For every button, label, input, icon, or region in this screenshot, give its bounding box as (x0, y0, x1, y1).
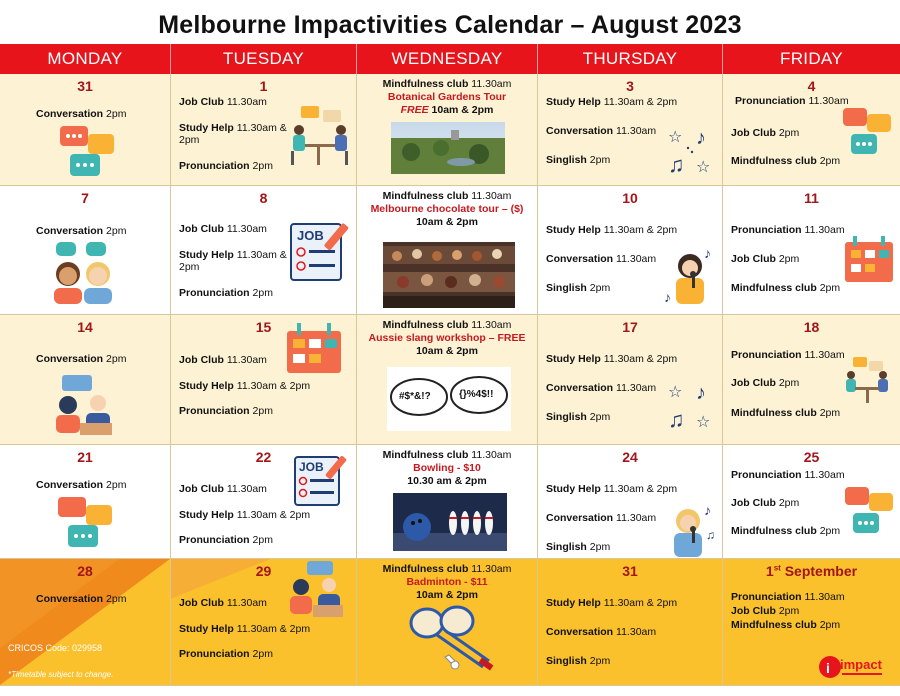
activity-line: Job Club 11.30am (179, 223, 267, 235)
singer-icon (666, 501, 720, 559)
svg-text:☆: ☆ (668, 129, 683, 146)
svg-text:JOB: JOB (299, 460, 324, 474)
activity-line: Study Help 11.30am & 2pm (546, 597, 678, 609)
excursion-time: 10am & 2pm (416, 345, 478, 357)
activity-line: Mindfulness club 11.30am (382, 563, 512, 575)
header-wednesday: WEDNESDAY (357, 44, 538, 74)
cell-fri-w1 (723, 74, 900, 186)
activity-line: Mindfulness club 11.30am (382, 449, 512, 461)
cell-fri-w2 (723, 186, 900, 315)
date-label: 4 (807, 78, 816, 94)
activity-line: Study Help 11.30am & 2pm (179, 623, 311, 635)
music-notes-icon (666, 124, 718, 176)
svg-text:♪: ♪ (704, 502, 711, 518)
activity-line: Pronunciation 2pm (179, 648, 273, 660)
chat-bubbles-icon (843, 485, 899, 535)
activity-line: Pronunciation 11.30am (731, 349, 845, 361)
activity-line: Conversation 11.30am (546, 253, 657, 265)
activity-line: Pronunciation 2pm (179, 287, 273, 299)
activity-line: Job Club 2pm (731, 377, 800, 389)
calendar-grid (0, 44, 900, 696)
cell-thu-w3 (538, 315, 723, 445)
activity-line: Conversation 2pm (36, 479, 127, 491)
activity-line: Job Club 11.30am (179, 354, 267, 366)
date-label: 31 (77, 78, 93, 94)
people-talking-icon (48, 240, 120, 306)
cell-tue-w3 (171, 315, 357, 445)
chat-bubbles-icon (56, 495, 118, 553)
excursion-title: Badminton - $11 (406, 576, 488, 588)
activity-line: Mindfulness club 2pm (731, 155, 841, 167)
svg-text:♪: ♪ (696, 127, 706, 149)
activity-line: Study Help 11.30am & 2pm (179, 509, 311, 521)
svg-text:☆: ☆ (696, 414, 711, 431)
cell-thu-w2 (538, 186, 723, 315)
activity-line: Study Help 11.30am & 2pm (179, 380, 311, 392)
svg-text:♪: ♪ (704, 245, 711, 261)
header-thursday: THURSDAY (538, 44, 723, 74)
date-label: 8 (259, 190, 268, 206)
date-label: 21 (77, 449, 93, 465)
activity-line: Job Club 2pm (731, 253, 800, 265)
activity-line: Job Club 11.30am (179, 597, 267, 609)
date-label: 24 (622, 449, 638, 465)
date-label: 29 (255, 563, 272, 579)
cell-wed-w1 (357, 74, 538, 186)
activity-line: Conversation 11.30am (546, 382, 657, 394)
cell-tue-w1 (171, 74, 357, 186)
svg-text:☆: ☆ (668, 384, 683, 401)
page-title: Melbourne Impactivities Calendar – August 2023 (158, 11, 742, 39)
job-application-icon (293, 453, 351, 507)
header-tuesday: TUESDAY (171, 44, 357, 74)
activity-line: Job Club 2pm (731, 497, 800, 509)
chat-bubbles-icon (841, 106, 897, 158)
excursion-title: Aussie slang workshop – FREE (368, 332, 526, 344)
activity-line: Study Help 11.30am & 2pm (546, 96, 678, 108)
date-label: 15 (255, 319, 272, 335)
date-label: 25 (803, 449, 820, 465)
cell-thu-w5 (538, 559, 723, 686)
svg-text:♫: ♫ (668, 407, 685, 431)
date-label: 11 (804, 190, 819, 206)
excursion-title: Botanical Gardens Tour (387, 91, 507, 103)
activity-line: Pronunciation 11.30am (731, 591, 845, 603)
botanical-gardens-photo (391, 122, 505, 174)
svg-text:JOB: JOB (297, 228, 324, 243)
activity-line: Pronunciation 11.30am (735, 95, 849, 107)
date-label: 3 (626, 78, 634, 94)
planning-board-icon (285, 321, 343, 375)
activity-line: Singlish 2pm (546, 411, 611, 423)
singer-icon (664, 244, 720, 308)
activity-line: Mindfulness club 2pm (731, 619, 841, 631)
activity-line: Mindfulness club 2pm (731, 525, 841, 537)
activity-line: Singlish 2pm (546, 655, 611, 667)
cell-mon-w1 (0, 74, 171, 186)
cell-fri-w4 (723, 445, 900, 559)
activity-line: Singlish 2pm (546, 154, 611, 166)
activity-line: Pronunciation 11.30am (731, 224, 845, 236)
chocolate-display-photo (383, 242, 515, 308)
svg-text:♫: ♫ (706, 528, 715, 542)
excursion-time: FREE 10am & 2pm (400, 104, 494, 116)
date-label: 28 (77, 563, 93, 579)
activity-line: Study Help 11.30am & 2pm (546, 483, 678, 495)
cell-mon-w4 (0, 445, 171, 559)
chat-bubbles-icon (58, 124, 120, 182)
cell-mon-w5 (0, 559, 171, 686)
activity-line: Conversation 2pm (36, 108, 127, 120)
activity-line: Conversation 2pm (36, 225, 127, 237)
activity-line: Study Help 11.30am & 2pm (546, 224, 678, 236)
date-label: 14 (77, 319, 93, 335)
activity-line: Mindfulness club 11.30am (382, 78, 512, 90)
activity-line: Study Help 11.30am & 2pm (179, 122, 287, 146)
activity-line: Pronunciation 11.30am (731, 469, 845, 481)
svg-text:i: i (826, 660, 830, 676)
activity-line: Pronunciation 2pm (179, 534, 273, 546)
date-label: 7 (81, 190, 89, 206)
activity-line: Job Club 11.30am (179, 96, 267, 108)
activity-line: Study Help 11.30am & 2pm (179, 249, 287, 273)
cell-fri-w5 (723, 559, 900, 686)
date-label: 10 (622, 190, 638, 206)
header-monday: MONDAY (0, 44, 171, 74)
cell-tue-w5 (171, 559, 357, 686)
activity-line: Study Help 11.30am & 2pm (546, 353, 678, 365)
date-label: 1 (259, 78, 268, 94)
date-label: 1st September (765, 563, 858, 579)
activity-line: Conversation 11.30am (546, 626, 657, 638)
activity-line: Job Club 11.30am (179, 483, 267, 495)
activity-line: Job Club 2pm (731, 605, 800, 617)
cell-mon-w2 (0, 186, 171, 315)
svg-text:♫: ♫ (668, 152, 685, 176)
activity-line: Mindfulness club 2pm (731, 407, 841, 419)
excursion-title: Melbourne chocolate tour – ($) (370, 203, 524, 215)
cell-fri-w3 (723, 315, 900, 445)
cell-thu-w1 (538, 74, 723, 186)
activity-line: Job Club 2pm (731, 127, 800, 139)
svg-text:♪: ♪ (664, 289, 671, 305)
activity-line: Conversation 2pm (36, 593, 127, 605)
speech-bubble-left: #$*&!? (399, 391, 431, 402)
people-talking-icon (287, 559, 347, 619)
cell-wed-w5 (357, 559, 538, 686)
bowling-photo (393, 493, 507, 551)
cell-wed-w4 (357, 445, 538, 559)
activity-line: Mindfulness club 2pm (731, 282, 841, 294)
activity-line: Conversation 2pm (36, 353, 127, 365)
speech-bubble-right: {}%4$!! (459, 389, 494, 400)
date-label: 18 (803, 319, 820, 335)
excursion-time: 10.30 am & 2pm (407, 475, 487, 487)
activity-line: Pronunciation 2pm (179, 405, 273, 417)
slang-image (387, 367, 511, 431)
cell-wed-w3 (357, 315, 538, 445)
badminton-rackets-icon (401, 605, 501, 675)
activity-line: Conversation 11.30am (546, 512, 657, 524)
svg-text:impact: impact (840, 657, 882, 672)
music-notes-icon (666, 379, 718, 431)
planning-board-icon (843, 234, 895, 284)
activity-line: Mindfulness club 11.30am (382, 319, 512, 331)
excursion-time: 10am & 2pm (416, 216, 478, 228)
meeting-icon (841, 355, 893, 405)
cell-thu-w4 (538, 445, 723, 559)
activity-line: Singlish 2pm (546, 541, 611, 553)
svg-text:☆: ☆ (696, 159, 711, 176)
timetable-disclaimer: *Timetable subject to change. (8, 670, 114, 679)
cricos-code: CRICOS Code: 029958 (8, 643, 103, 653)
header-friday: FRIDAY (723, 44, 900, 74)
meeting-icon (287, 104, 353, 170)
activity-line: Mindfulness club 11.30am (382, 190, 512, 202)
activity-line: Conversation 11.30am (546, 125, 657, 137)
date-label: 31 (622, 563, 638, 579)
cell-wed-w2 (357, 186, 538, 315)
excursion-time: 10am & 2pm (416, 589, 478, 601)
job-application-icon (289, 220, 353, 282)
activity-line: Singlish 2pm (546, 282, 611, 294)
date-label: 17 (622, 319, 638, 335)
excursion-title: Bowling - $10 (413, 462, 481, 474)
svg-text:♪: ♪ (696, 382, 706, 404)
cell-mon-w3 (0, 315, 171, 445)
cell-tue-w4 (171, 445, 357, 559)
activity-line: Pronunciation 2pm (179, 160, 273, 172)
impact-logo (818, 649, 888, 683)
date-label: 22 (255, 449, 272, 465)
cell-tue-w2 (171, 186, 357, 315)
people-talking-icon (52, 373, 118, 437)
